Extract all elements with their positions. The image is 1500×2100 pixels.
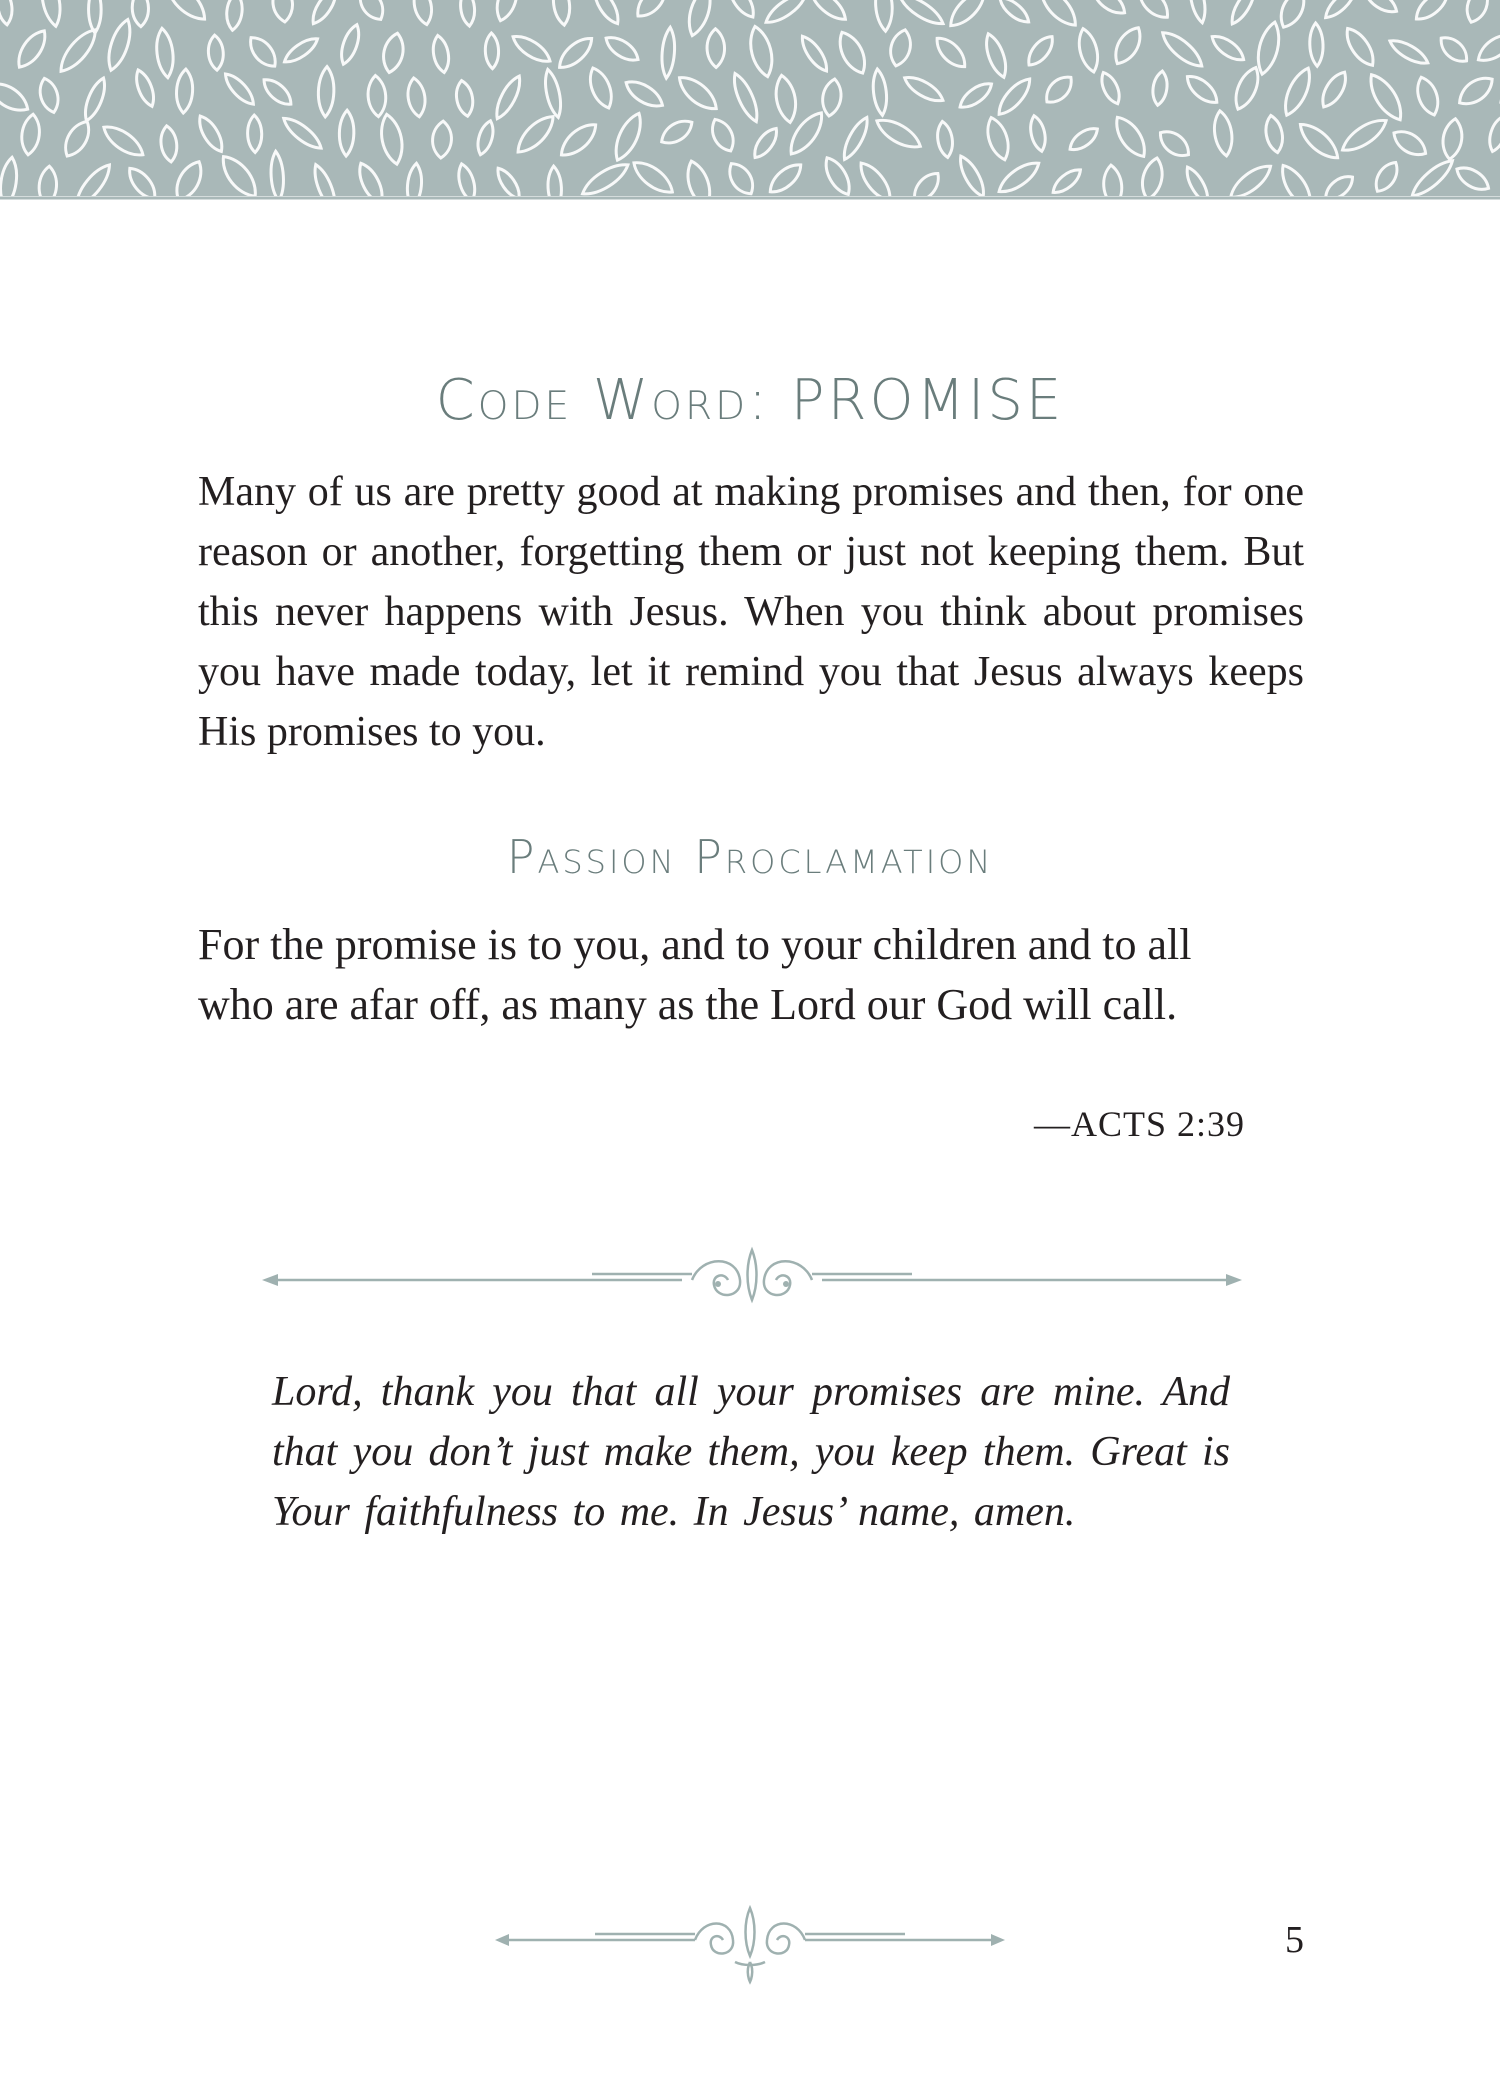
scripture-verse: For the promise is to you, and to your children and to all who are afar off, as many as the Lord our God will call. [198,920,1192,1029]
leaf-pattern-icon [0,0,1500,200]
prayer-text: Lord, thank you that all your promises are mine. And that you don’t just make them, you keep them. Great is Your faithfulness to me. In Jesus’ name, amen. [272,1369,1230,1535]
code-word-body: Many of us are pretty good at making promises and then, for one reason or another, forgetting them or just not keeping them. But this never happens with Jesus. When you think about promises you have made today, let it remind you that Jesus always keeps His promises to you. [198,469,1304,755]
flourish-divider-icon [262,1240,1242,1325]
scripture-reference: —ACTS 2:39 [1033,1104,1245,1144]
page-number: 5 [1285,1919,1304,1961]
leaf-pattern-banner [0,0,1500,200]
passion-proclamation-heading: Passion Proclamation [506,830,994,884]
code-word-heading: Code Word: PROMISE [435,368,1065,433]
flourish-footer-icon [495,1900,1005,1995]
